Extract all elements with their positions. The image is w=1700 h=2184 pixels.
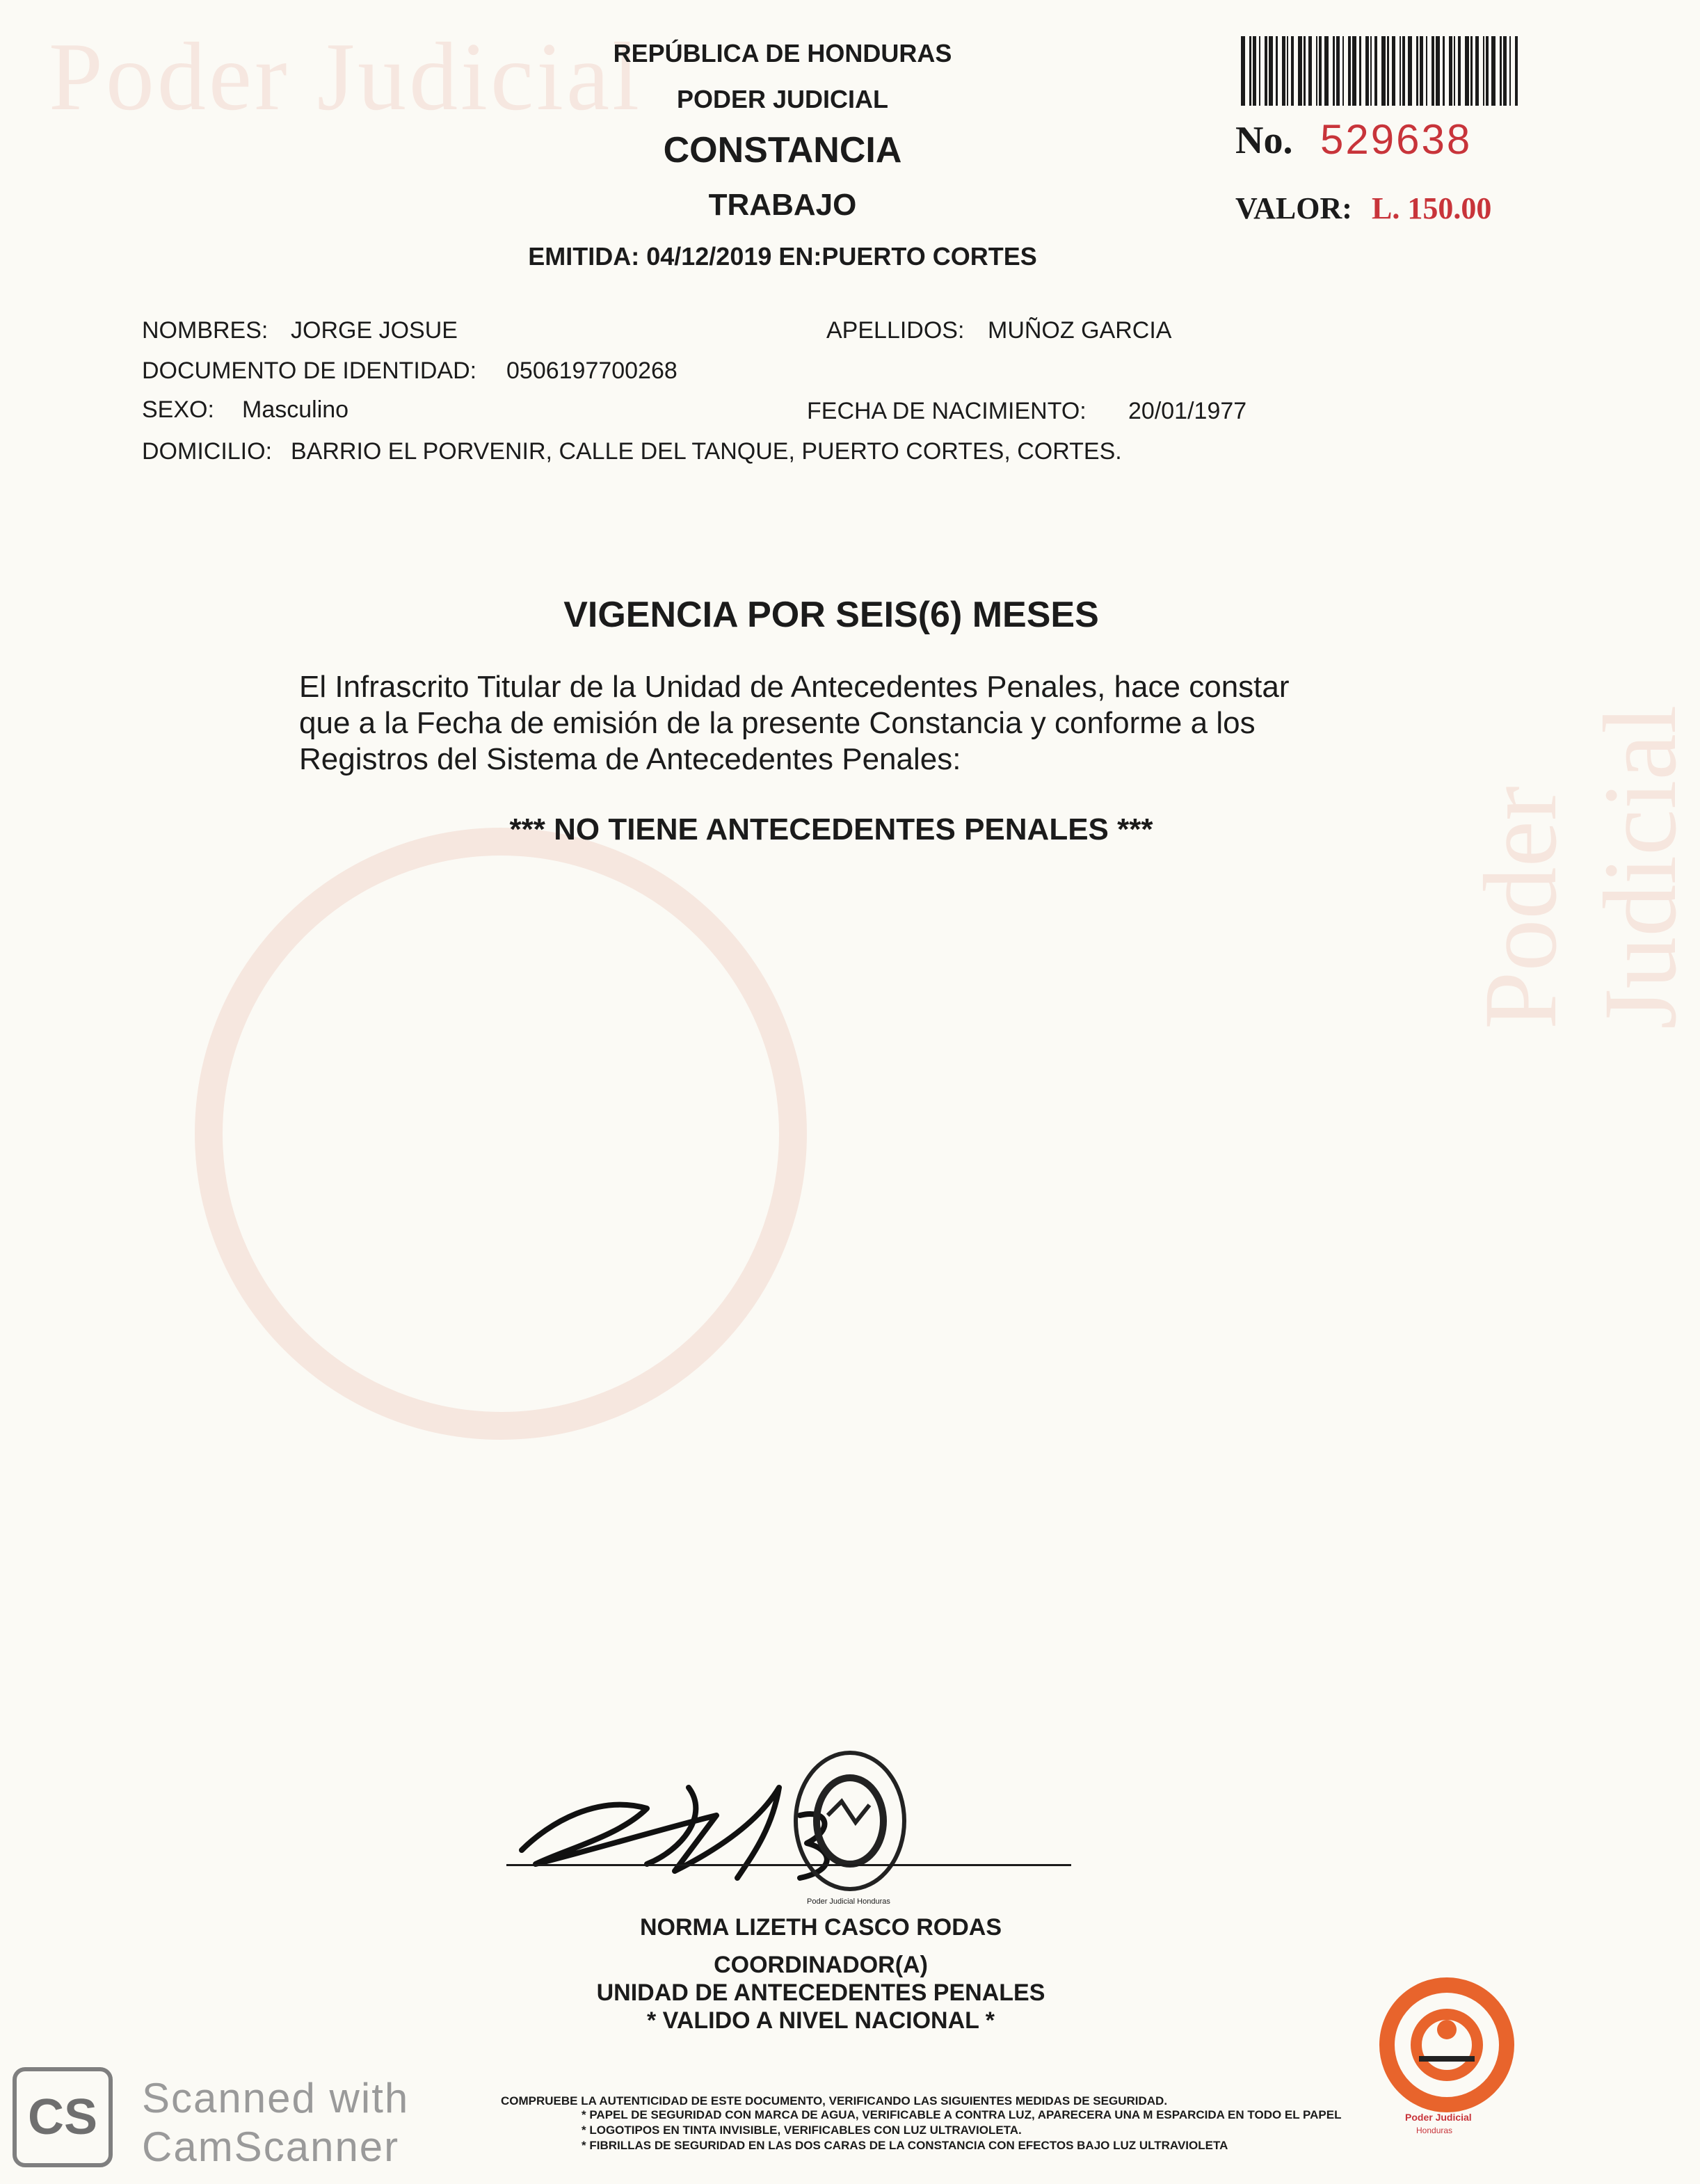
document-type: TRABAJO [708, 188, 857, 222]
barcode-bar [1416, 36, 1418, 106]
body-line-3: Registros del Sistema de Antecedentes Penales: [299, 742, 961, 776]
barcode-bar [1454, 36, 1455, 106]
apellidos-label: APELLIDOS: [826, 317, 965, 344]
barcode-bar [1287, 36, 1288, 106]
security-heading: COMPRUEBE LA AUTENTICIDAD DE ESTE DOCUMENTO, VERIFICANDO LAS SIGUIENTES MEDIDAS DE SEGURIDAD. [501, 2094, 1168, 2107]
barcode-bar [1319, 36, 1322, 106]
barcode-bar [1426, 36, 1427, 106]
barcode-bar [1400, 36, 1401, 106]
barcode-bar [1458, 36, 1461, 106]
body-paragraph [299, 669, 1412, 778]
document-title: CONSTANCIA [663, 130, 902, 170]
barcode-bar [1365, 36, 1369, 106]
security-item-1: * PAPEL DE SEGURIDAD CON MARCA DE AGUA, VERIFICABLE A CONTRA LUZ, APARECERA UNA M ESPARCIDA EN TODO EL PAPEL [582, 2108, 1342, 2121]
nombres-label: NOMBRES: [142, 317, 268, 344]
barcode-bar [1465, 36, 1469, 106]
documento-label: DOCUMENTO DE IDENTIDAD: [142, 358, 477, 384]
barcode-bar [1483, 36, 1484, 106]
barcode-bar [1387, 36, 1389, 106]
barcode-bar [1370, 36, 1372, 106]
body-line-1: El Infrascrito Titular de la Unidad de Antecedentes Penales, hace constar [299, 670, 1290, 704]
sexo-label: SEXO: [142, 396, 214, 423]
barcode-bar [1348, 36, 1351, 106]
domicilio-value: BARRIO EL PORVENIR, CALLE DEL TANQUE, PUERTO CORTES, CORTES. [291, 438, 1122, 465]
barcode-bar [1486, 36, 1489, 106]
result-statement: *** NO TIENE ANTECEDENTES PENALES *** [509, 812, 1153, 846]
nacimiento-label: FECHA DE NACIMIENTO: [807, 398, 1086, 424]
barcode-bar [1352, 36, 1356, 106]
signatory-role: COORDINADOR(A) [714, 1952, 928, 1978]
barcode-bar [1408, 36, 1412, 106]
serial-no-value: 529638 [1320, 116, 1473, 163]
header-republic: REPÚBLICA DE HONDURAS [613, 39, 952, 67]
barcode-bar [1509, 36, 1511, 106]
barcode-bar [1374, 36, 1377, 106]
signatory-name: NORMA LIZETH CASCO RODAS [639, 1914, 1002, 1941]
barcode-bar [1402, 36, 1405, 106]
barcode-bar [1276, 36, 1278, 106]
barcode-bar [1503, 36, 1507, 106]
signature-seal [786, 1739, 918, 1906]
logo-caption-1: Poder Judicial [1405, 2112, 1472, 2123]
seal-caption: Poder Judicial Honduras [807, 1897, 890, 1906]
nombres-value: JORGE JOSUE [291, 317, 458, 344]
sexo-value: Masculino [242, 396, 349, 423]
camscanner-line-2: CamScanner [142, 2123, 400, 2170]
barcode-bar [1259, 36, 1260, 106]
barcode-bar [1475, 36, 1479, 106]
body-line-2: que a la Fecha de emisión de la presente Constancia y conforme a los [299, 706, 1256, 740]
barcode-bar [1265, 36, 1267, 106]
signatory-unit: UNIDAD DE ANTECEDENTES PENALES [596, 1980, 1045, 2006]
watermark-top: Poder Judicial [49, 23, 643, 131]
issue-info: EMITIDA: 04/12/2019 EN:PUERTO CORTES [528, 242, 1037, 271]
barcode-bar [1269, 36, 1273, 106]
barcode-bar [1470, 36, 1473, 106]
documento-value: 0506197700268 [506, 358, 677, 384]
barcode-bar [1420, 36, 1423, 106]
security-item-3: * FIBRILLAS DE SEGURIDAD EN LAS DOS CARAS DE LA CONSTANCIA CON EFECTOS BAJO LUZ ULTRAVIOLETA [582, 2139, 1228, 2152]
barcode-bar [1298, 36, 1302, 106]
valor-value: L. 150.00 [1372, 191, 1492, 225]
barcode [1241, 36, 1519, 109]
camscanner-badge: CS [13, 2067, 113, 2167]
barcode-bar [1324, 36, 1329, 106]
barcode-bar [1304, 36, 1306, 106]
watermark-side: Poder Judicial [1463, 705, 1698, 1029]
barcode-bar [1515, 36, 1518, 106]
logo-caption-2: Honduras [1416, 2126, 1453, 2135]
security-item-2: * LOGOTIPOS EN TINTA INVISIBLE, VERIFICABLES CON LUZ ULTRAVIOLETA. [582, 2123, 1022, 2137]
barcode-bar [1336, 36, 1340, 106]
barcode-bar [1308, 36, 1312, 106]
barcode-bar [1333, 36, 1335, 106]
barcode-bar [1316, 36, 1317, 106]
barcode-bar [1359, 36, 1361, 106]
validity-note: * VALIDO A NIVEL NACIONAL * [647, 2007, 995, 2034]
header-branch: PODER JUDICIAL [676, 85, 889, 113]
barcode-bar [1381, 36, 1386, 106]
vigencia-heading: VIGENCIA POR SEIS(6) MESES [563, 595, 1099, 635]
domicilio-label: DOMICILIO: [142, 438, 273, 465]
signature-line [506, 1864, 1071, 1866]
nacimiento-value: 20/01/1977 [1128, 398, 1247, 424]
barcode-bar [1491, 36, 1495, 106]
barcode-bar [1342, 36, 1344, 106]
serial-no-label: No. [1235, 119, 1293, 162]
barcode-bar [1449, 36, 1452, 106]
barcode-bar [1432, 36, 1434, 106]
valor-label: VALOR: [1235, 191, 1352, 225]
barcode-bar [1443, 36, 1445, 106]
barcode-bar [1241, 36, 1245, 106]
watermark-emblem [83, 821, 918, 1447]
camscanner-line-1: Scanned with [142, 2075, 410, 2121]
barcode-bar [1249, 36, 1251, 106]
barcode-bar [1500, 36, 1502, 106]
apellidos-value: MUÑOZ GARCIA [988, 317, 1172, 344]
barcode-bar [1392, 36, 1395, 106]
barcode-bar [1291, 36, 1294, 106]
barcode-bar [1282, 36, 1285, 106]
barcode-bar [1436, 36, 1440, 106]
barcode-bar [1253, 36, 1256, 106]
